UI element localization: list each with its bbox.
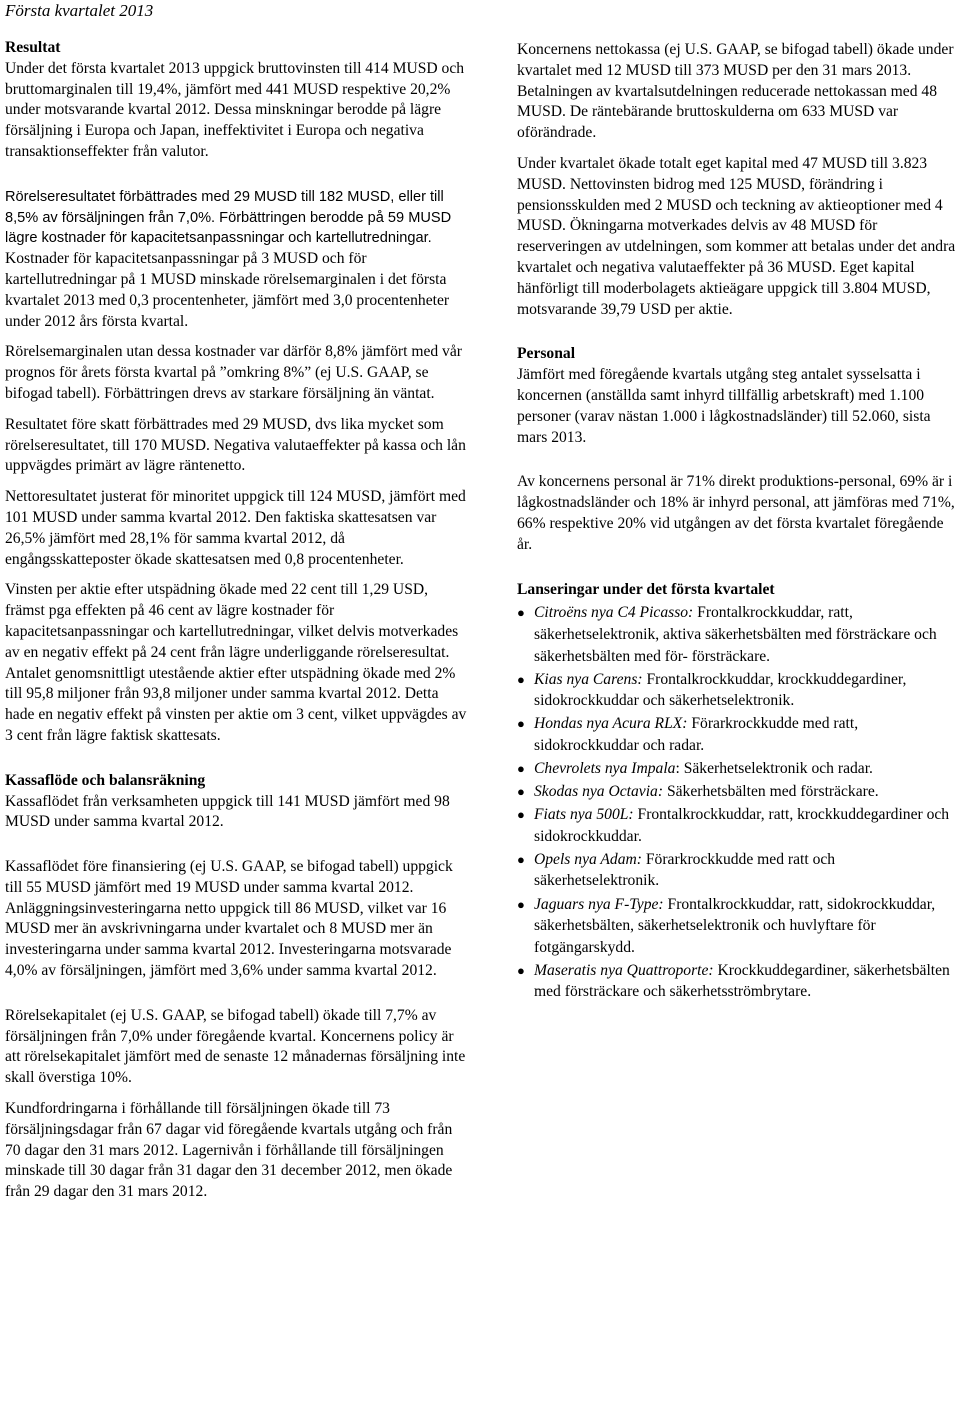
launches-heading: Lanseringar under det första kvartalet <box>517 580 775 598</box>
launch-model: Maseratis nya Quattroporte: <box>534 961 714 979</box>
list-item <box>517 602 959 667</box>
launch-description: Frontalkrockkuddar, ratt, sidokrockkuddar, säkerhetsbälten, säkerhetselektronik och huvlyftare för fotgängarskydd. <box>534 895 936 956</box>
left-column <box>5 38 470 1213</box>
bullet-icon: ● <box>517 896 525 912</box>
right-column <box>517 40 959 1005</box>
launch-model: Chevrolets nya Impala <box>534 759 676 777</box>
launch-model: Kias nya Carens: <box>534 670 643 688</box>
spacer <box>5 992 470 1006</box>
launch-description: Frontalkrockkuddar, ratt, krockkuddegardiner och sidokrockkuddar. <box>534 806 950 845</box>
bullet-icon: ● <box>517 671 525 687</box>
bullet-icon: ● <box>517 851 525 867</box>
resultat-paragraph-2-serif: Kostnader för kapacitetsanpassningar på 3 MUSD och för kartellutredningar på 1 MUSD minskade rörelsemarginalen i det första kvartalet 2013 med 0,3 procentenheter, jämfört med 3,0 procentenheter under 2012 års första kvartal. <box>5 250 450 330</box>
resultat-paragraph-2-sans: Rörelseresultatet förbättrades med 29 MUSD till 182 MUSD, eller till 8,5% av försäljningen från 7,0%. Förbättringen berodde på 59 MUSD lägre kostnader för kapacitetsanpassningar och kartellutredningar. <box>5 188 452 247</box>
list-item <box>517 894 959 959</box>
spacer <box>5 843 470 857</box>
bullet-icon: ● <box>517 962 525 978</box>
resultat-paragraph-1: Under det första kvartalet 2013 uppgick bruttovinsten till 414 MUSD och bruttomarginalen till 19,4%, jämfört med 441 MUSD respektive 20,2% under motsvarande kvartal 2012. Dessa minskningar berodde på lägre försäljning i Europa och Japan, ineffektivitet i Europa och negativa transaktionseffekter från valutor. <box>5 59 465 160</box>
spacer <box>517 330 959 344</box>
list-item <box>517 713 959 756</box>
launch-description: Säkerhetsbälten med försträckare. <box>663 783 879 801</box>
list-item <box>517 849 959 892</box>
spacer <box>5 757 470 771</box>
launch-model: Citroëns nya C4 Picasso: <box>534 604 694 622</box>
kassaflode-paragraph-3: Rörelsekapitalet (ej U.S. GAAP, se bifogad tabell) ökade till 7,7% av försäljningen från 7,0% under föregående kvartal. Koncernens policy är att rörelsekapitalet jämfört med de senaste 12 månadernas försäljning inte skall överstiga 10%. <box>5 1006 466 1087</box>
list-item <box>517 669 959 712</box>
spacer <box>517 566 959 580</box>
resultat-heading: Resultat <box>5 39 61 56</box>
spacer <box>5 173 470 187</box>
personal-paragraph-1: Jämfört med föregående kvartals utgång steg antalet sysselsatta i koncernen (anställda samt inhyrd tillfällig arbetskraft) med 1.100 personer (varav nästan 1.000 i lågkostnadsländer) till 52.060, sista mars 2013. <box>517 366 931 446</box>
kassaflode-paragraph-1: Kassaflödet från verksamheten uppgick till 141 MUSD jämfört med 98 MUSD under samma kvartal 2012. <box>5 792 450 831</box>
bullet-icon: ● <box>517 605 525 621</box>
launches-list <box>517 602 959 1003</box>
kassaflode-paragraph-2: Kassaflödet före finansiering (ej U.S. GAAP, se bifogad tabell) uppgick till 55 MUSD jämfört med 19 MUSD under samma kvartal 2012. Anläggningsinvesteringarna netto uppgick till 86 MUSD, vilket var 16 MUSD mer än avskrivningarna under kvartalet och 8 MUSD mer än investeringarna under samma kvartal 2012. Investeringarna motsvarade 4,0% av försäljningen, jämfört med 3,6% under samma kvartal 2012. <box>5 858 453 980</box>
launch-description: Förarkrockkudde med ratt, sidokrockkuddar och radar. <box>534 715 859 754</box>
list-item <box>517 758 959 780</box>
personal-paragraph-2: Av koncernens personal är 71% direkt produktions-personal, 69% är i lågkostnadsländer och 18% är inhyrd personal, att jämföras med 71%, 66% respektive 20% vid utgången av det första kvartalet föregående år. <box>517 473 955 553</box>
launch-description: : Säkerhetselektronik och radar. <box>675 759 873 777</box>
launch-description: Frontalkrockkuddar, ratt, säkerhetselektronik, aktiva säkerhetsbälten med försträckare och säkerhetsbälten med för- försträckare. <box>534 604 937 665</box>
list-item <box>517 960 959 1003</box>
launch-model: Hondas nya Acura RLX: <box>534 715 688 733</box>
bullet-icon: ● <box>517 716 525 732</box>
launch-model: Skodas nya Octavia: <box>534 783 664 801</box>
eget-kapital-paragraph: Under kvartalet ökade totalt eget kapital med 47 MUSD till 3.823 MUSD. Nettovinsten bidrog med 125 MUSD, förändring i pensionsskulden med 2 MUSD och teckning av aktieoptioner med 4 MUSD. Ökningarna motverkades delvis av 48 MUSD för reserveringen av utdelningen, som kommer att betalas under det andra kvartalet och negativa valutaeffekter på 36 MUSD. Eget kapital hänförligt till moderbolagets aktieägare uppgick till 3.804 MUSD, motsvarande 39,79 USD per aktie. <box>517 154 956 318</box>
launch-description: Krockkuddegardiner, säkerhetsbälten med försträckare och säkerhetsströmbrytare. <box>534 961 950 1001</box>
personal-heading: Personal <box>517 345 576 363</box>
nettokassa-paragraph: Koncernens nettokassa (ej U.S. GAAP, se bifogad tabell) ökade under kvartalet med 12 MUSD till 373 MUSD per den 31 mars 2013. Betalningen av kvartalsutdelningen reducerade nettokassan med 48 MUSD. De räntebärande bruttoskulderna om 633 MUSD var oförändrade. <box>517 41 954 142</box>
spacer <box>517 458 959 472</box>
launch-description: Frontalkrockkuddar, krockkuddegardiner, sidokrockkuddar och säkerhetselektronik. <box>534 670 907 710</box>
list-item <box>517 804 959 847</box>
resultat-paragraph-5: Nettoresultatet justerat för minoritet uppgick till 124 MUSD, jämfört med 101 MUSD under samma kvartal 2012. Den faktiska skattesatsen var 26,5% jämfört med 28,1% för samma kvartal 2012, då engångsskatteposter ökade skattesatsen med 0,8 procentenheter. <box>5 488 466 568</box>
launch-description: Förarkrockkudde med ratt och säkerhetselektronik. <box>534 850 836 890</box>
bullet-icon: ● <box>517 807 525 823</box>
bullet-icon: ● <box>517 760 525 776</box>
resultat-paragraph-3: Rörelsemarginalen utan dessa kostnader var därför 8,8% jämfört med vår prognos för årets första kvartal på ”omkring 8%” (ej U.S. GAAP, se bifogad tabell). Förbättringen drevs av starkare försäljning än väntat. <box>5 343 462 402</box>
launch-model: Fiats nya 500L: <box>534 806 634 824</box>
resultat-paragraph-2 <box>5 187 470 333</box>
resultat-paragraph-4: Resultatet före skatt förbättrades med 29 MUSD, dvs lika mycket som rörelseresultatet, till 170 MUSD. Negativa valutaeffekter på kassa och lån uppvägdes primärt av lägre räntenetto. <box>5 415 466 475</box>
launch-model: Jaguars nya F-Type: <box>534 895 664 913</box>
kassaflode-heading: Kassaflöde och balansräkning <box>5 771 206 789</box>
page-header-title: Första kvartalet 2013 <box>5 1 154 20</box>
launch-model: Opels nya Adam: <box>534 850 642 868</box>
kassaflode-paragraph-4: Kundfordringarna i förhållande till försäljningen ökade till 73 försäljningsdagar från 67 dagar vid föregående kvartals utgång och från 70 dagar den 31 mars 2012. Lagernivån i förhållande till försäljningen minskade till 30 dagar från 31 dagar den 31 december 2012, men ökade från 29 dagar den 31 mars 2012. <box>5 1100 453 1201</box>
bullet-icon: ● <box>517 784 525 800</box>
list-item <box>517 781 959 803</box>
resultat-paragraph-6: Vinsten per aktie efter utspädning ökade med 22 cent till 1,29 USD, främst pga effekten på 46 cent av lägre kostnader för kapacitetsanpassningar och kartellutredningar, vilket delvis motverkades av en negativ effekt på 24 cent från lägre underliggande rörelseresultat. Antalet genomsnittligt utestående aktier efter utspädning ökade med 2% till 95,8 miljoner från 93,8 miljoner under samma kvartal 2012. Detta hade en negativ effekt på vinsten per aktie om 3 cent, vilket uppvägdes av 3 cent från lägre faktisk skattesats. <box>5 581 467 744</box>
